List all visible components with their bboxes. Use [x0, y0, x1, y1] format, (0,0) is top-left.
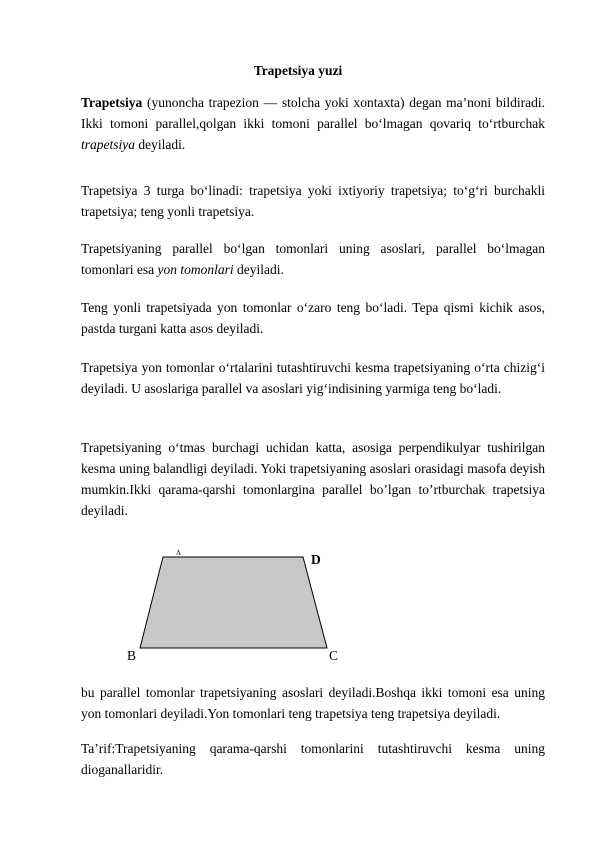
paragraph-diagonal-definition: Ta’rif:Trapetsiyaning qarama-qarshi tomonlarini tutashtiruvchi kesma uning dioganallaridir. — [81, 741, 545, 777]
paragraph-text-end: deyiladi. — [233, 262, 284, 277]
paragraph-bases: bu parallel tomonlar trapetsiyaning asoslari deyiladi.Boshqa ikki tomoni esa uning yon tomonlari deyiladi.Yon tomonlari teng trapetsiya teng trapetsiya deyiladi. — [81, 685, 545, 721]
page-title: Trapetsiya yuzi — [253, 63, 343, 78]
paragraph-text: Trapetsiyaning parallel bo‘lgan tomonlari uning asoslari, parallel bo‘lmagan tomonlari esa — [81, 241, 545, 277]
paragraph-height: Trapetsiyaning o‘tmas burchagi uchidan katta, asosiga perpendikulyar tushirilgan kesma uning balandligi deyiladi. Yoki trapetsiyaning asoslari orasidagi masofa deyish mumkin.Ikki qarama-qarshi tomonlargina parallel bo’lgan to’rtburchak trapetsiya deyiladi. — [81, 440, 545, 518]
paragraph-text: (yunoncha trapezion — stolcha yoki xontaxta) degan ma’noni bildiradi. Ikki tomoni parallel,qolgan ikki tomoni parallel bo‘lmagan qovariq to‘rtburchak — [81, 95, 545, 131]
paragraph-isosceles: Teng yonli trapetsiyada yon tomonlar o‘zaro teng bo‘ladi. Tepa qismi kichik asos, pastda turgani katta asos deyiladi. — [81, 300, 545, 336]
paragraph-text-end: deyiladi. — [135, 137, 186, 152]
trapezoid-figure — [110, 548, 370, 668]
paragraph-definition — [81, 92, 545, 155]
trapezoid-shape — [140, 557, 327, 648]
term-yon-tomonlari: yon tomonlari — [157, 262, 234, 277]
vertex-label-a: A — [176, 549, 182, 557]
vertex-label-c: C — [329, 648, 339, 663]
paragraph-types: Trapetsiya 3 turga bo‘linadi: trapetsiya yoki ixtiyoriy trapetsiya; to‘g‘ri burchakli trapetsiya; teng yonli trapetsiya. — [81, 183, 545, 219]
paragraph-midline: Trapetsiya yon tomonlar o‘rtalarini tutashtiruvchi kesma trapetsiyaning o‘rta chizig‘i deyiladi. U asoslariga parallel va asoslari yig‘indisining yarmiga teng bo‘ladi. — [81, 360, 545, 396]
paragraph-sides — [81, 238, 545, 280]
vertex-label-d: D — [311, 552, 321, 567]
term-trapetsiya-italic: trapetsiya — [81, 137, 135, 152]
term-trapetsiya: Trapetsiya — [81, 95, 143, 110]
vertex-label-b: B — [127, 648, 137, 663]
